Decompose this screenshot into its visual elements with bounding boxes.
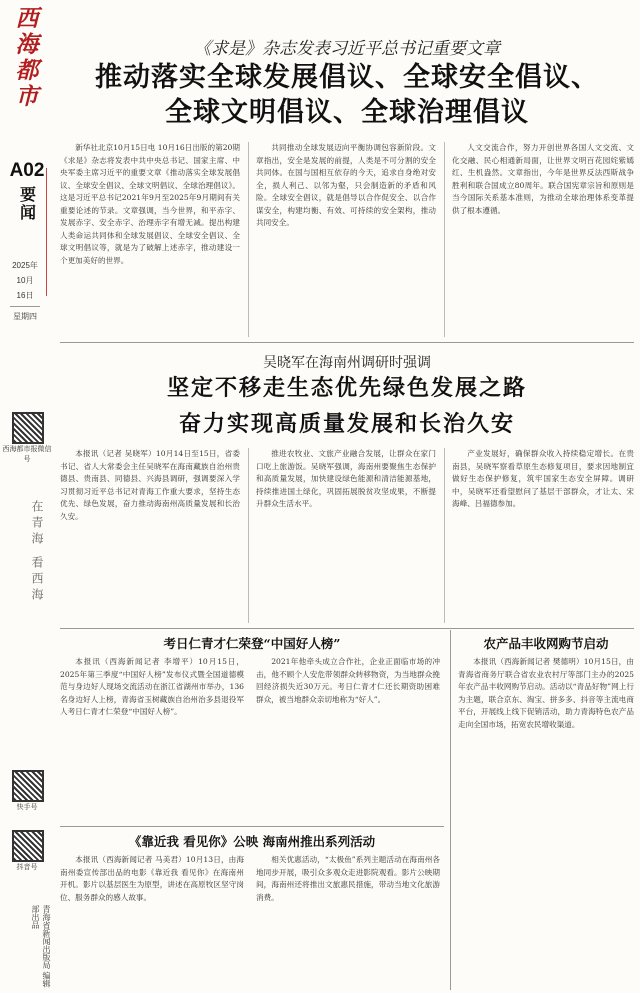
- article5-col2: 相关优惠活动，“太极鱼”系列主题活动在海南州各地同步开展，吸引众多观众走进影院观看。影片公映期间，海南州还将推出文旅惠民措施，带动当地文化旅游消费。: [256, 855, 440, 902]
- article5-title: 《靠近我 看见你》公映 海南州推出系列活动: [128, 834, 376, 849]
- masthead-logo: [4, 6, 50, 110]
- column-divider: [248, 448, 249, 623]
- article1-col3: 人文交流合作，努力开创世界各国人文交流、文化交融、民心相通新局面，让世界文明百花园姹紫嫣红、生机盎然。文章指出，今年是世界反法西斯战争胜利和联合国成立80周年。联合国宪章宗旨和原则是当今国际关系基本准则，为推动全球治理体系变革提供了根本遵循。: [452, 143, 634, 215]
- article1-kicker: 《求是》杂志发表习近平总书记重要文章: [194, 39, 500, 59]
- logo-char: 海: [15, 31, 39, 58]
- section-name: 要闻: [17, 186, 37, 222]
- main-content: [60, 0, 634, 993]
- page-number: [2, 160, 52, 182]
- article4-col1: 本报讯（西海新闻记者 樊德明）10月15日，由青海省商务厅联合省农业农村厅等部门主办的2025年农产品丰收网购节启动。活动以“青品好物”网上行为主题，联合京东、淘宝、拼多多、抖音等主流电商平台，开展线上线下促销活动，助力青海特色农产品走向全国市场，拓宽农民增收渠道。: [458, 657, 634, 729]
- sidebar: [0, 0, 54, 993]
- logo-char: 都: [15, 57, 39, 84]
- section-divider: [60, 628, 634, 629]
- article2-kicker: 吴晓军在海南州调研时强调: [263, 355, 431, 371]
- article4-body: [458, 656, 634, 986]
- issue-date: [10, 258, 40, 324]
- article4-title: 农产品丰收网购节启动: [483, 636, 609, 651]
- edition-letter: A: [9, 160, 24, 181]
- divider: [46, 168, 47, 296]
- article5-body: [60, 854, 444, 988]
- page-digits: 02: [23, 160, 45, 181]
- article3-col2: 2021年他牵头成立合作社，企业正面临市场的冲击，他不顾个人安危带领群众转移物资，为当地群众挽回经济损失近30万元。考日仁青才仁还长期资助困难群众，被当地群众亲切地称为“好人”。: [256, 657, 440, 704]
- article2-col1: 本报讯（记者 吴晓军）10月14日至15日，省委书记、省人大常委会主任吴晓军在海南藏族自治州贵德县、贵南县、同德县、兴海县调研，强调要深入学习贯彻习近平总书记对青海工作重大要求，坚持生态优先、绿色发展，奋力推动海南州高质量发展和长治久安。: [60, 449, 240, 521]
- date-month: 10月: [16, 276, 34, 285]
- qr-label: 抖音号: [16, 864, 38, 871]
- article1-body: [60, 142, 634, 337]
- article2-col3: 产业发展好，确保群众收入持续稳定增长。在贵南县，吴晓军察看草原生态修复项目，要求因地制宜做好生态保护修复，筑牢国家生态安全屏障。调研中，吴晓军还看望慰问了基层干部群众，才让太、宋海峰、吕福德参加。: [452, 449, 634, 508]
- qr-label: 快手号: [16, 804, 38, 811]
- article2-col2: 推进农牧业、文旅产业融合发展，让群众在家门口吃上旅游饭。吴晓军强调，海南州要聚焦生态保护和高质量发展，加快建设绿色能源和清洁能源基地，持续推进国土绿化，巩固拓展脱贫攻坚成果，不断提升群众生活水平。: [256, 449, 436, 508]
- article1-col2: 共同推动全球发展迈向平衡协调包容新阶段。文章指出，安全是发展的前提，人类是不可分割的安全共同体。在国与国相互依存的今天，追求自身绝对安全，损人利己、以邻为壑，只会制造新的矛盾和风险。全球安全倡议，就是倡导以合作促安全、以合作谋安全，构建均衡、有效、可持续的安全架构，推动共同安全。: [256, 143, 436, 227]
- qr-label: 西海都市报微信号: [2, 446, 52, 463]
- article2-headline-line1: 坚定不移走生态优先绿色发展之路: [166, 375, 527, 401]
- section-divider: [60, 342, 634, 343]
- column-divider: [444, 448, 445, 623]
- slogan: 在青海 看西海: [30, 500, 44, 604]
- date-weekday: 星期四: [10, 306, 40, 324]
- article1-col1: 新华社北京10月15日电 10月16日出版的第20期《求是》杂志将发表中共中央总书记、国家主席、中央军委主席习近平的重要文章《推动落实全球发展倡议、全球安全倡议、全球文明倡议、全球治理倡议》。这是习近平总书记2021年9月至2025年9月期间有关重要论述的节录。文章强调，当今世界，和平赤字、发展赤字、安全赤字、治理赤字有增无减。提出构建人类命运共同体和全球发展倡议、全球安全倡议、全球文明倡议等，就是为了破解上述赤字，推动建设一个更加美好的世界。: [60, 143, 240, 265]
- sidebar-footer: 青海省新闻出版局 编辑部出品: [31, 905, 51, 988]
- section-divider: [60, 826, 444, 827]
- article3-body: [60, 656, 444, 824]
- column-divider: [450, 630, 451, 990]
- qr-code-icon: [12, 412, 44, 444]
- logo-char: 西: [15, 5, 39, 32]
- column-divider: [248, 142, 249, 337]
- column-divider: [444, 142, 445, 337]
- article3-title: 考日仁青才仁荣登“中国好人榜”: [163, 636, 341, 651]
- article5-col1: 本报讯（西海新闻记者 马美君）10月13日，由海南州委宣传部出品的电影《靠近我 看见你》在海南州开机。影片以基层医生为原型，讲述在高原牧区坚守岗位、服务群众的感人故事。: [60, 855, 244, 902]
- qr-code-icon: [12, 770, 44, 802]
- article3-col1: 本报讯（西海新闻记者 李增平）10月15日，2025年第三季度“中国好人榜”发布仪式暨全国道德模范与身边好人现场交流活动在浙江省湖州市举办，136名身边好人上榜，青海省玉树藏族自治州治多县退役军人考日仁青才仁荣登“中国好人榜”。: [60, 657, 244, 716]
- article1-headline-line1: 推动落实全球发展倡议、全球安全倡议、: [95, 62, 599, 93]
- qr-code-icon: [12, 830, 44, 862]
- edition-block: [2, 160, 52, 222]
- date-year: 2025年: [12, 261, 38, 270]
- article2-headline-line2: 奋力实现高质量发展和长治久安: [178, 411, 515, 437]
- date-day: 16日: [16, 291, 34, 300]
- article2-body: [60, 448, 634, 623]
- logo-char: 市: [15, 83, 39, 110]
- article1-headline-line2: 全球文明倡议、全球治理倡议: [165, 97, 529, 128]
